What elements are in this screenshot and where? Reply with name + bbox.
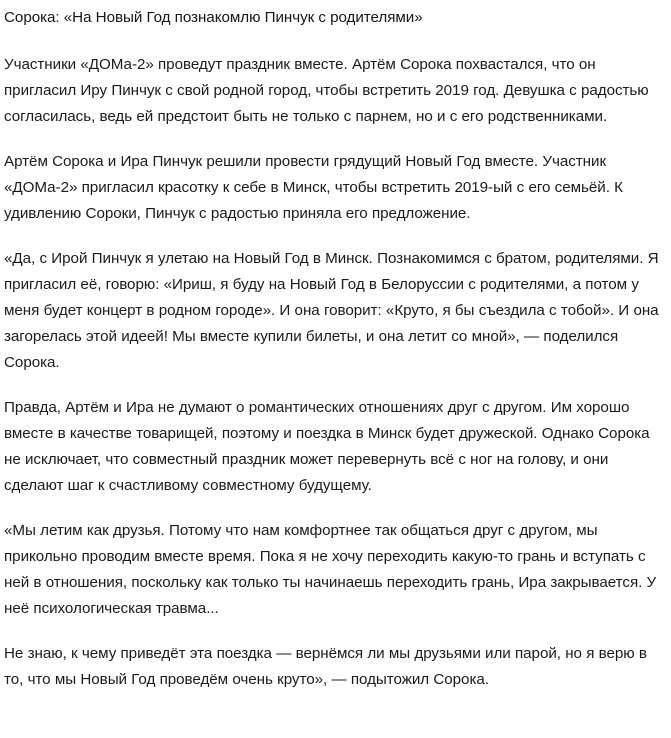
article-paragraph: «Мы летим как друзья. Потому что нам комфортнее так общаться друг с другом, мы прикольно проводим вместе время. Пока я не хочу переходить какую-то грань и вступать с ней в отношения, поскольку как только ты начинаешь переходить грань, Ира закрывается. У неё психологическая травма... (4, 522, 657, 617)
article-paragraph: Правда, Артём и Ира не думают о романтических отношениях друг с другом. Им хорошо вместе в качестве товарищей, поэтому и поездка в Минск будет дружеской. Однако Сорока не исключает, что совместный праздник может перевернуть всё с ног на голову, и они сделают шаг к счастливому совместному будущему. (4, 399, 650, 494)
article-paragraph: Артём Сорока и Ира Пинчук решили провести грядущий Новый Год вместе. Участник «ДОМа-2» пригласил красотку к себе в Минск, чтобы встретить 2019-ый с его семьёй. К удивлению Сороки, Пинчук с радостью приняла его предложение. (4, 153, 623, 222)
article-paragraph: Участники «ДОМа-2» проведут праздник вместе. Артём Сорока похвастался, что он пригласил Иру Пинчук с свой родной город, чтобы встретить 2019 год. Девушка с радостью согласилась, ведь ей предстоит быть не только с парнем, но и с его родственниками. (4, 56, 649, 125)
article-paragraph: Не знаю, к чему приведёт эта поездка — вернёмся ли мы друзьями или парой, но я верю в то, что мы Новый Год проведём очень круто», — подытожил Сорока. (4, 645, 647, 688)
article-headline: Сорока: «На Новый Год познакомлю Пинчук с родителями» (4, 9, 423, 26)
article-paragraph: «Да, с Ирой Пинчук я улетаю на Новый Год в Минск. Познакомимся с братом, родителями. Я пригласил её, говорю: «Ириш, я буду на Новый Год в Белоруссии с родителями, а потом у меня будет концерт в родном городе». И она говорит: «Круто, я бы съездила с тобой». И она загорелась этой идеей! Мы вместе купили билеты, и она летит со мной», — поделился Сорока. (4, 250, 659, 371)
article-body (4, 52, 669, 693)
